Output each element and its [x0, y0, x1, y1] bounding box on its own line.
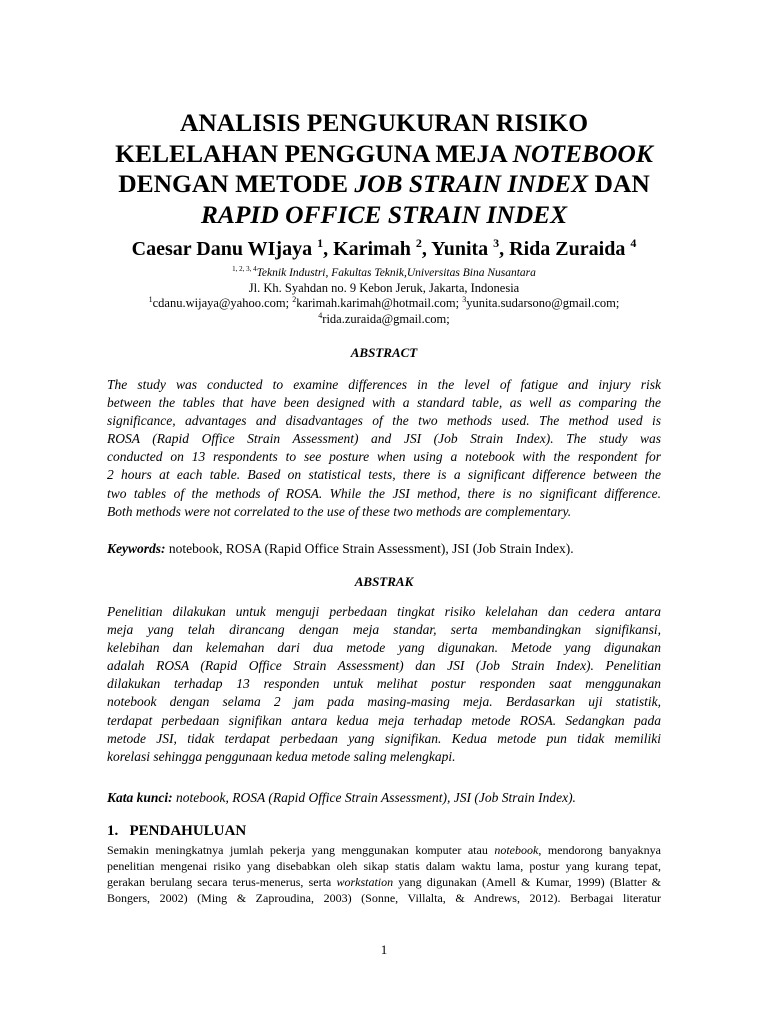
- intro-paragraph: Semakin meningkatnya jumlah pekerja yang menggunakan komputer atau notebook, mendorong banyaknya penelitian mengenai risiko yang disebabkan oleh sikap statis dalam waktu lama, postur yang kurang tepat, gerakan berulang secara terus-menerus, serta workstation yang digunakan (Amell & Kumar, 1999) (Blatter & Bongers, 2002) (Ming & Zaproudina, 2003) (Sonne, Villalta, & Andrews, 2012). Berbagai literatur: [107, 843, 661, 905]
- abstrak-body: Penelitian dilakukan untuk menguji perbedaan tingkat risiko kelelahan dan cedera antara meja yang telah dirancang dengan meja standar, serta membandingkan signifikansi, kelebihan dan kelemahan dari dua metode yang digunakan. Metode yang digunakan adalah ROSA (Rapid Office Strain Assessment) dan JSI (Job Strain Index). Penelitian dilakukan terhadap 13 responden untuk melihat postur responden saat menggunakan notebook dengan selama 2 jam pada masing-masing meja. Berdasarkan uji statistik, terdapat perbedaan signifikan antara kedua meja terhadap metode ROSA. Sedangkan pada metode JSI, tidak terdapat perbedaan yang signifikan. Kedua metode pun tidak memiliki korelasi sehingga penggunaan kedua metode saling melengkapi.: [107, 604, 661, 764]
- abstrak-keywords: Kata kunci: notebook, ROSA (Rapid Office Strain Assessment), JSI (Job Strain Index).: [107, 790, 576, 805]
- page-number: 1: [380, 942, 388, 957]
- section-heading: 1. PENDAHULUAN: [107, 823, 247, 839]
- address: Jl. Kh. Syahdan no. 9 Kebon Jeruk, Jakarta, Indonesia: [248, 281, 520, 295]
- abstract-heading: ABSTRACT: [350, 345, 418, 360]
- title-line: DENGAN METODE JOB STRAIN INDEX DAN: [118, 169, 650, 198]
- title-line: ANALISIS PENGUKURAN RISIKO: [179, 108, 589, 137]
- abstrak-heading: ABSTRAK: [354, 574, 414, 589]
- abstract-keywords: Keywords: notebook, ROSA (Rapid Office Strain Assessment), JSI (Job Strain Index).: [107, 541, 574, 556]
- title-line: RAPID OFFICE STRAIN INDEX: [200, 199, 568, 229]
- author-emails: $^1$cdanu.wijaya@yahoo.com; $^2$karimah.karimah@hotmail.com; $^3$yunita.sudarsono@gmail.com; $^4$rida.zuraida@gmail.com;: [148, 295, 620, 326]
- paper-title: [60, 108, 708, 230]
- affiliation: $^{1, 2, 3, 4}$Teknik Industri, Fakultas Teknik,Universitas Bina Nusantara: [232, 265, 536, 279]
- abstract-body: The study was conducted to examine differences in the level of fatigue and injury risk between the tables that have been designed with a standard table, as well as comparing the significance, advantages and disadvantages of the two methods used. The method used is ROSA (Rapid Office Strain Assessment) and JSI (Job Strain Index). The study was conducted on 13 respondents to see posture when using a notebook with the respondent for 2 hours at each table. Based on statistical tests, there is a significant difference between the two tables of the methods of ROSA. While the JSI method, there is no significant difference. Both methods were not correlated to the use of these two methods are complementary.: [107, 377, 661, 519]
- author-list: Caesar Danu WIjaya $^1$, Karimah $^2$, Yunita $^3$, Rida Zuraida $^4$: [131, 236, 637, 260]
- title-line: KELELAHAN PENGGUNA MEJA NOTEBOOK: [115, 138, 653, 168]
